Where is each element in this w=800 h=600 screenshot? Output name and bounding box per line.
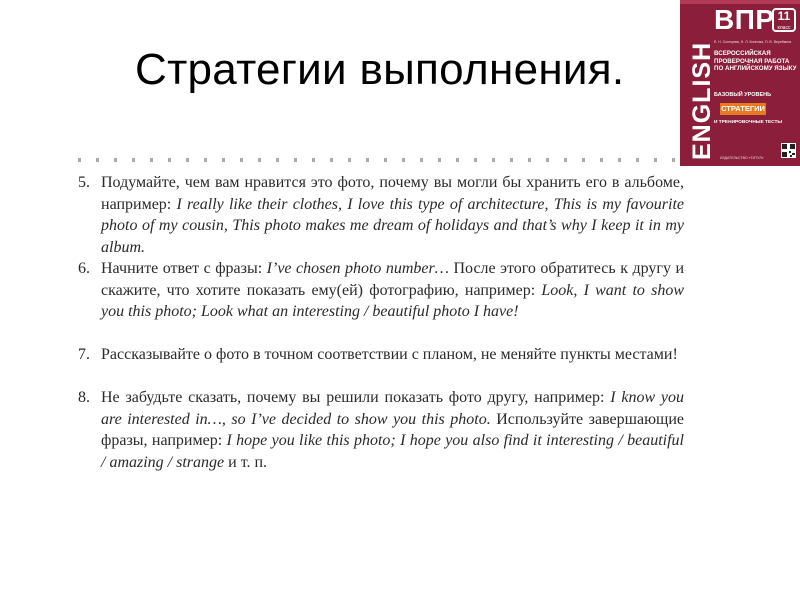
cover-publisher: ИЗДАТЕЛЬСТВО «ТИТУЛ» bbox=[720, 156, 764, 160]
cover-grade-badge bbox=[772, 8, 796, 32]
cover-subtitle: ВСЕРОССИЙСКАЯ ПРОВЕРОЧНАЯ РАБОТА ПО АНГЛИЙСКОМУ ЯЗЫКУ bbox=[714, 50, 797, 72]
cover-grade-label: класс bbox=[777, 25, 791, 31]
cover-grade-number: 11 bbox=[777, 9, 791, 23]
book-cover-image bbox=[680, 0, 800, 166]
cover-level: БАЗОВЫЙ УРОВЕНЬ bbox=[714, 92, 772, 98]
list-item-5 bbox=[78, 172, 684, 258]
list-item-7 bbox=[78, 344, 684, 366]
cover-authors: Е. Н. Солнцева, Н. Л. Коннова, П. В. Верейкина bbox=[714, 40, 792, 44]
cut-off-text-line bbox=[78, 158, 684, 162]
list-item-text: Рассказывайте о фото в точном соответствии с планом, не меняйте пункты местами! bbox=[101, 346, 678, 363]
list-item-text: Подумайте, чем вам нравится это фото, почему вы могли бы хранить его в альбоме, например: I really like their clothes, I love this type of architecture, This is my favourite photo of my cousin, This photo makes me dream of holidays and that’s why I keep it in my album. bbox=[101, 174, 684, 256]
list-item-8 bbox=[78, 387, 684, 473]
list-item-number: 6. bbox=[78, 260, 90, 277]
cover-series-title: ВПР bbox=[714, 4, 775, 35]
list-item-text: Начните ответ с фразы: I’ve chosen photo number… После этого обратитесь к другу и скажите, что хотите показать ему(ей) фотографию, например: Look, I want to show you this photo; Look what an interesting / beautiful photo I have! bbox=[101, 260, 684, 320]
slide-title: Стратегии выполнения. bbox=[135, 45, 625, 94]
qr-code-icon bbox=[781, 143, 796, 158]
cover-english-text: ENGLISH bbox=[688, 41, 716, 160]
cover-strategies-badge bbox=[720, 103, 766, 115]
list-item-6 bbox=[78, 258, 684, 323]
list-item-number: 8. bbox=[78, 389, 90, 406]
cover-strategies-label: СТРАТЕГИИ bbox=[721, 104, 765, 113]
cover-tests-label: И ТРЕНИРОВОЧНЫЕ ТЕСТЫ bbox=[714, 120, 783, 125]
scanned-page bbox=[78, 158, 684, 488]
list-item-number: 5. bbox=[78, 174, 90, 191]
list-item-number: 7. bbox=[78, 346, 90, 363]
list-item-text: Не забудьте сказать, почему вы решили показать фото другу, например: I know you are interested in…, so I’ve decided to show you this photo. Используйте завершающие фразы, например: I hope you like this photo; I hope you also find it interesting / beautiful / amazing / strange и т. п. bbox=[101, 389, 684, 471]
